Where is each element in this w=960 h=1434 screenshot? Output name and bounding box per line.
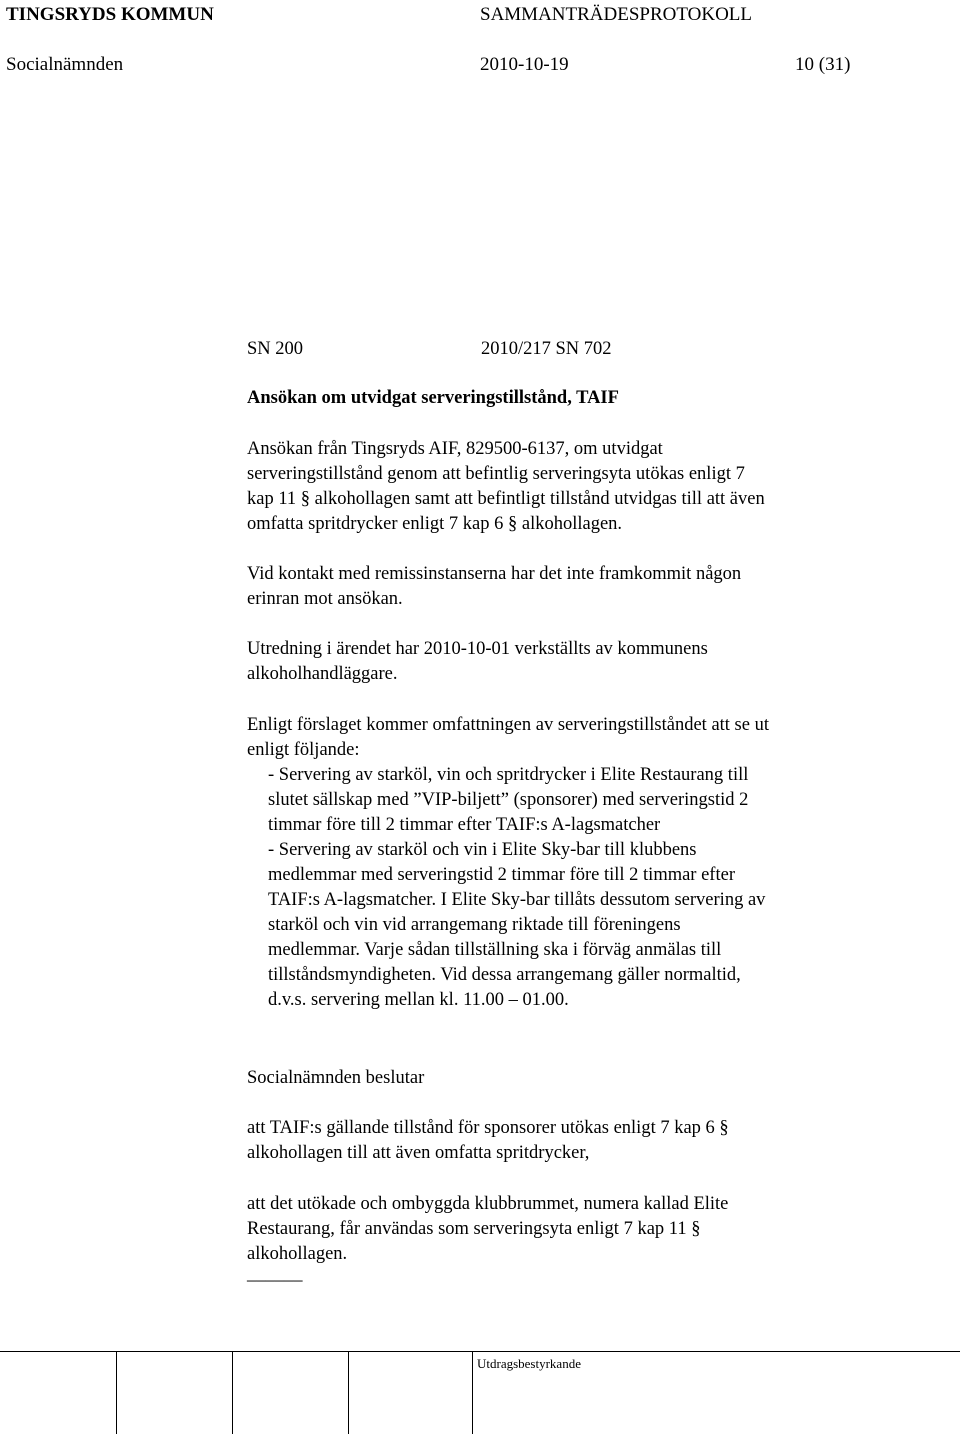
section-number: SN 200 [247,339,304,359]
text-line: TAIF:s A-lagsmatcher. I Elite Sky-bar tillåts dessutom servering av [268,890,766,910]
page-number: 10 (31) [795,54,851,75]
text-line: d.v.s. servering mellan kl. 11.00 – 01.00. [268,990,569,1010]
text-line: Ansökan från Tingsryds AIF, 829500-6137, om utvidgat [247,439,663,459]
text-line: alkoholhandläggare. [247,664,398,684]
org-name: TINGSRYDS KOMMUN [6,4,214,25]
meeting-date: 2010-10-19 [480,54,569,75]
end-mark: ______ [247,1264,303,1284]
text-line: serveringstillstånd genom att befintlig serveringsyta utökas enligt 7 [247,464,745,484]
text-line: slutet sällskap med ”VIP-biljett” (sponsorer) med serveringstid 2 [268,790,749,810]
footer-column-divider [116,1351,117,1434]
proposal-list [268,763,888,1013]
text-line: - Servering av starköl och vin i Elite Sky-bar till klubbens [268,840,697,860]
text-line: erinran mot ansökan. [247,589,403,609]
text-line: alkohollagen till att även omfatta spritdrycker, [247,1143,590,1163]
text-line: kap 11 § alkohollagen samt att befintligt tillstånd utvidgas till att även [247,489,765,509]
text-line: starköl och vin vid arrangemang riktade till föreningens [268,915,681,935]
text-line: Restaurang, får användas som serveringsyta enligt 7 kap 11 § [247,1219,701,1239]
footer-label: Utdragsbestyrkande [477,1356,581,1371]
paragraph-investigation [247,637,887,687]
paragraph-application [247,437,887,537]
text-line: alkohollagen. [247,1244,348,1264]
footer-column-divider [232,1351,233,1434]
text-line: omfatta spritdrycker enligt 7 kap 6 § alkohollagen. [247,514,623,534]
decision-item-1 [247,1116,887,1166]
footer-divider [0,1351,960,1352]
text-line: att det utökade och ombyggda klubbrummet, numera kallad Elite [247,1194,729,1214]
decision-item-2 [247,1192,887,1267]
text-line: - Servering av starköl, vin och spritdrycker i Elite Restaurang till [268,765,749,785]
text-line: medlemmar med serveringstid 2 timmar före till 2 timmar efter [268,865,735,885]
text-line: att TAIF:s gällande tillstånd för sponsorer utökas enligt 7 kap 6 § [247,1118,729,1138]
text-line: timmar före till 2 timmar efter TAIF:s A-lagsmatcher [268,815,661,835]
case-title: Ansökan om utvidgat serveringstillstånd, TAIF [247,388,619,408]
document-type: SAMMANTRÄDESPROTOKOLL [480,4,753,25]
text-line: tillståndsmyndigheten. Vid dessa arrangemang gäller normaltid, [268,965,741,985]
text-line: Enligt förslaget kommer omfattningen av serveringstillståndet att se ut [247,715,769,735]
text-line: enligt följande: [247,740,360,760]
footer-column-divider [472,1351,473,1434]
case-number: 2010/217 SN 702 [481,339,612,359]
text-line: Utredning i ärendet har 2010-10-01 verkställts av kommunens [247,639,708,659]
decision-heading: Socialnämnden beslutar [247,1068,425,1088]
committee-name: Socialnämnden [6,54,124,75]
text-line: medlemmar. Varje sådan tillställning ska i förväg anmälas till [268,940,722,960]
footer-column-divider [348,1351,349,1434]
paragraph-consultation [247,562,887,612]
text-line: Vid kontakt med remissinstanserna har det inte framkommit någon [247,564,742,584]
paragraph-proposal-intro [247,713,887,763]
